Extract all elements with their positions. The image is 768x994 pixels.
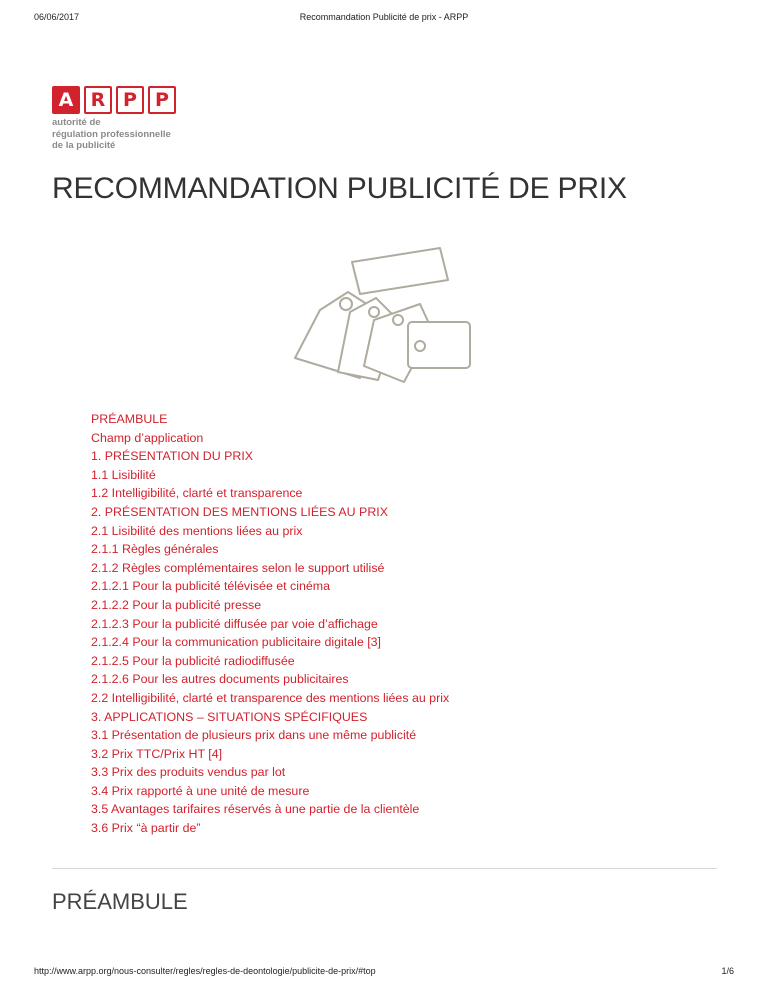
logo-caption-line: régulation professionnelle (52, 128, 171, 140)
toc-link[interactable]: Champ d’application (91, 430, 204, 445)
print-footer (0, 966, 768, 980)
toc-item (91, 689, 449, 708)
logo-caption-line: de la publicité (52, 140, 116, 151)
toc-link[interactable]: 3.1 Présentation de plusieurs prix dans une même publicité (91, 728, 417, 743)
toc-item (91, 466, 449, 485)
toc-item (91, 745, 449, 764)
toc-link[interactable]: 2.1.2.3 Pour la publicité diffusée par voie d’affichage (91, 616, 378, 631)
logo-caption-line: autorité de (52, 117, 101, 128)
print-date: 06/06/2017 (34, 12, 80, 22)
print-page-title: Recommandation Publicité de prix - ARPP (299, 12, 469, 22)
toc-item (91, 615, 449, 634)
logo-letter-r: R (84, 86, 112, 114)
toc-link[interactable]: 1.1 Lisibilité (91, 467, 156, 482)
toc-item (91, 429, 449, 448)
toc-item (91, 522, 449, 541)
page-title: RECOMMANDATION PUBLICITÉ DE PRIX (52, 172, 627, 205)
toc-link[interactable]: 2.1.2.6 Pour les autres documents publicitaires (91, 672, 349, 687)
logo-letter-p1: P (116, 86, 144, 114)
toc-item (91, 447, 449, 466)
toc-item (91, 819, 449, 838)
price-tags-icon (290, 240, 480, 385)
toc-link[interactable]: 2.1.2 Règles complémentaires selon le support utilisé (91, 560, 385, 575)
logo-letters (52, 86, 202, 114)
logo-caption (52, 117, 202, 152)
toc-item (91, 800, 449, 819)
print-header (0, 12, 768, 26)
toc-link[interactable]: 2.1.2.2 Pour la publicité presse (91, 597, 262, 612)
section-divider (52, 868, 717, 869)
toc-link[interactable]: 3.3 Prix des produits vendus par lot (91, 765, 286, 780)
toc-link[interactable]: 2.1.2.1 Pour la publicité télévisée et cinéma (91, 579, 331, 594)
toc-item (91, 763, 449, 782)
toc-link[interactable]: 2.1 Lisibilité des mentions liées au prix (91, 523, 303, 538)
toc-link[interactable]: 2.2 Intelligibilité, clarté et transparence des mentions liées au prix (91, 690, 450, 705)
logo-letter-p2: P (148, 86, 176, 114)
section-title-preambule: PRÉAMBULE (52, 889, 188, 914)
toc-link[interactable]: 3.5 Avantages tarifaires réservés à une partie de la clientèle (91, 802, 420, 817)
toc-link[interactable]: 2.1.2.4 Pour la communication publicitaire digitale [3] (91, 635, 381, 650)
logo-letter-a: A (52, 86, 80, 114)
toc-link[interactable]: 1. PRÉSENTATION DU PRIX (91, 449, 254, 464)
toc-item (91, 577, 449, 596)
toc-item (91, 596, 449, 615)
toc-link[interactable]: 3.6 Prix “à partir de” (91, 821, 201, 836)
toc-link[interactable]: 2. PRÉSENTATION DES MENTIONS LIÉES AU PRIX (91, 504, 388, 519)
toc-item (91, 410, 449, 429)
toc-item (91, 652, 449, 671)
toc-item (91, 503, 449, 522)
toc-item (91, 484, 449, 503)
toc-item (91, 708, 449, 727)
print-page-number: 1/6 (721, 966, 734, 976)
toc-link[interactable]: 2.1.1 Règles générales (91, 542, 219, 557)
toc-item (91, 559, 449, 578)
toc-item (91, 726, 449, 745)
toc-item (91, 540, 449, 559)
toc-link[interactable]: 3.4 Prix rapporté à une unité de mesure (91, 783, 310, 798)
toc-item (91, 782, 449, 801)
arpp-logo[interactable] (52, 86, 202, 152)
print-url: http://www.arpp.org/nous-consulter/regles/regles-de-deontologie/publicite-de-prix/#top (34, 966, 376, 976)
toc-link[interactable]: 3.2 Prix TTC/Prix HT [4] (91, 746, 223, 761)
toc-link[interactable]: PRÉAMBULE (91, 412, 168, 426)
table-of-contents (91, 410, 449, 838)
toc-link[interactable]: 1.2 Intelligibilité, clarté et transparence (91, 486, 303, 501)
toc-item (91, 670, 449, 689)
toc-link[interactable]: 3. APPLICATIONS – SITUATIONS SPÉCIFIQUES (91, 709, 368, 724)
toc-item (91, 633, 449, 652)
toc-link[interactable]: 2.1.2.5 Pour la publicité radiodiffusée (91, 653, 295, 668)
